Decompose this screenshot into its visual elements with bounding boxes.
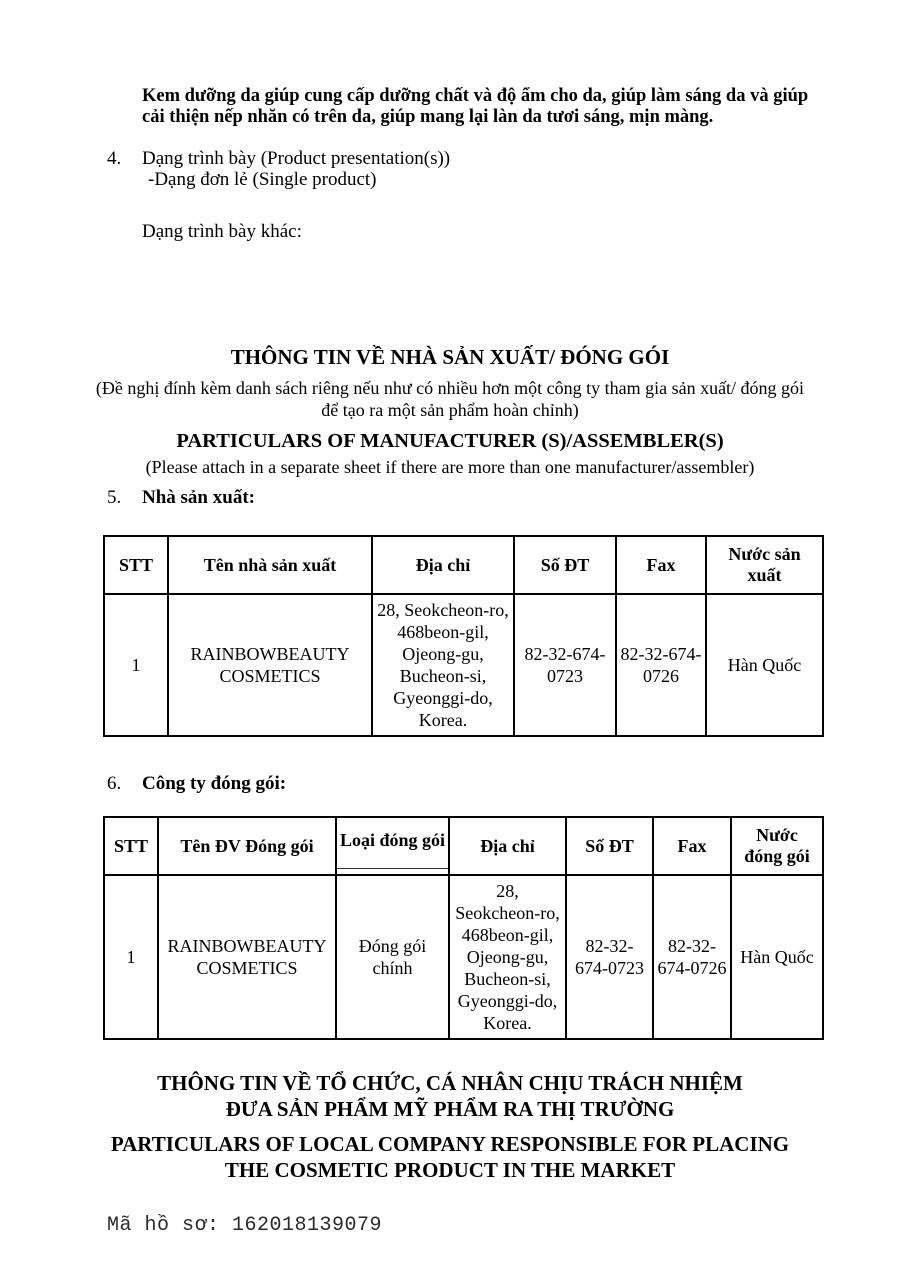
header-address: Địa chỉ [449,817,566,875]
header-fax: Fax [653,817,731,875]
local-company-title-en-line1: PARTICULARS OF LOCAL COMPANY RESPONSIBLE FOR PLACING [110,1132,790,1156]
cell-manufacturer-name: RAINBOWBEAUTY COSMETICS [168,594,372,736]
local-company-section-title-vn [0,1070,900,1122]
header-address: Địa chỉ [372,536,514,594]
item-5-label: Nhà sản xuất: [142,487,255,508]
cell-packer-name: RAINBOWBEAUTY COSMETICS [158,875,336,1039]
cell-packing-type: Đóng gói chính [336,875,449,1039]
item-5-number: 5. [107,487,122,508]
item-4-other-presentation-line: Dạng trình bày khác: [142,221,302,242]
item-6-label: Công ty đóng gói: [142,773,287,794]
item-6-packing-company [107,773,900,794]
item-4-single-product-line: -Dạng đơn lẻ (Single product) [148,169,377,190]
local-company-title-en-line2: THE COSMETIC PRODUCT IN THE MARKET [224,1158,676,1182]
cell-fax: 82-32-674-0726 [653,875,731,1039]
header-phone: Số ĐT [514,536,616,594]
cell-phone: 82-32-674-0723 [514,594,616,736]
cell-country: Hàn Quốc [706,594,823,736]
local-company-title-vn-line1: THÔNG TIN VỀ TỔ CHỨC, CÁ NHÂN CHỊU TRÁCH NHIỆM [157,1071,743,1095]
header-packing-type [336,817,449,875]
packing-type-patch: Loại đóng gói [336,817,449,869]
cell-country: Hàn Quốc [731,875,823,1039]
header-country: Nước sản xuất [706,536,823,594]
cell-phone: 82-32-674-0723 [566,875,653,1039]
manufacturer-section-title-en: PARTICULARS OF MANUFACTURER (S)/ASSEMBLER(S) [176,430,724,452]
header-stt: STT [104,817,158,875]
packer-table-header-row [104,817,823,875]
cell-address: 28, Seokcheon-ro, 468beon-gil, Ojeong-gu, Bucheon-si, Gyeonggi-do, Korea. [372,594,514,736]
packer-table [103,816,824,1040]
header-manufacturer-name: Tên nhà sản xuất [168,536,372,594]
local-company-section-title-en [0,1131,900,1183]
item-4-number: 4. [107,148,122,169]
manufacturer-table [103,535,824,737]
header-stt: STT [104,536,168,594]
header-packer-name: Tên ĐV Đóng gói [158,817,336,875]
manufacturer-section-title-vn: THÔNG TIN VỀ NHÀ SẢN XUẤT/ ĐÓNG GÓI [230,345,670,369]
cell-fax: 82-32-674-0726 [616,594,706,736]
item-4-product-presentation [107,148,900,169]
manufacturer-table-row [104,594,823,736]
cell-stt: 1 [104,594,168,736]
product-description-paragraph: Kem dưỡng da giúp cung cấp dưỡng chất và độ ẩm cho da, giúp làm sáng da và giúp cải thiện nếp nhăn có trên da, giúp mang lại làn da tươi sáng, mịn màng. [142,86,809,127]
local-company-title-vn-line2: ĐƯA SẢN PHẨM MỸ PHẨM RA THỊ TRƯỜNG [225,1097,675,1121]
manufacturer-section-note-en: (Please attach in a separate sheet if there are more than one manufacturer/assembler) [145,457,755,477]
cell-stt: 1 [104,875,158,1039]
manufacturer-section-note-vn: (Đề nghị đính kèm danh sách riêng nếu như có nhiều hơn một công ty tham gia sản xuất/ đóng gói để tạo ra một sản phẩm hoàn chỉnh) [95,378,805,420]
header-country: Nước đóng gói [731,817,823,875]
item-6-number: 6. [107,773,122,794]
packer-table-row [104,875,823,1039]
manufacturer-table-header-row [104,536,823,594]
header-fax: Fax [616,536,706,594]
cell-address: 28, Seokcheon-ro, 468beon-gil, Ojeong-gu, Bucheon-si, Gyeonggi-do, Korea. [449,875,566,1039]
header-phone: Số ĐT [566,817,653,875]
dossier-code: Mã hồ sơ: 162018139079 [107,1214,383,1237]
item-5-manufacturer [107,487,900,508]
item-4-label: Dạng trình bày (Product presentation(s)) [142,148,451,169]
